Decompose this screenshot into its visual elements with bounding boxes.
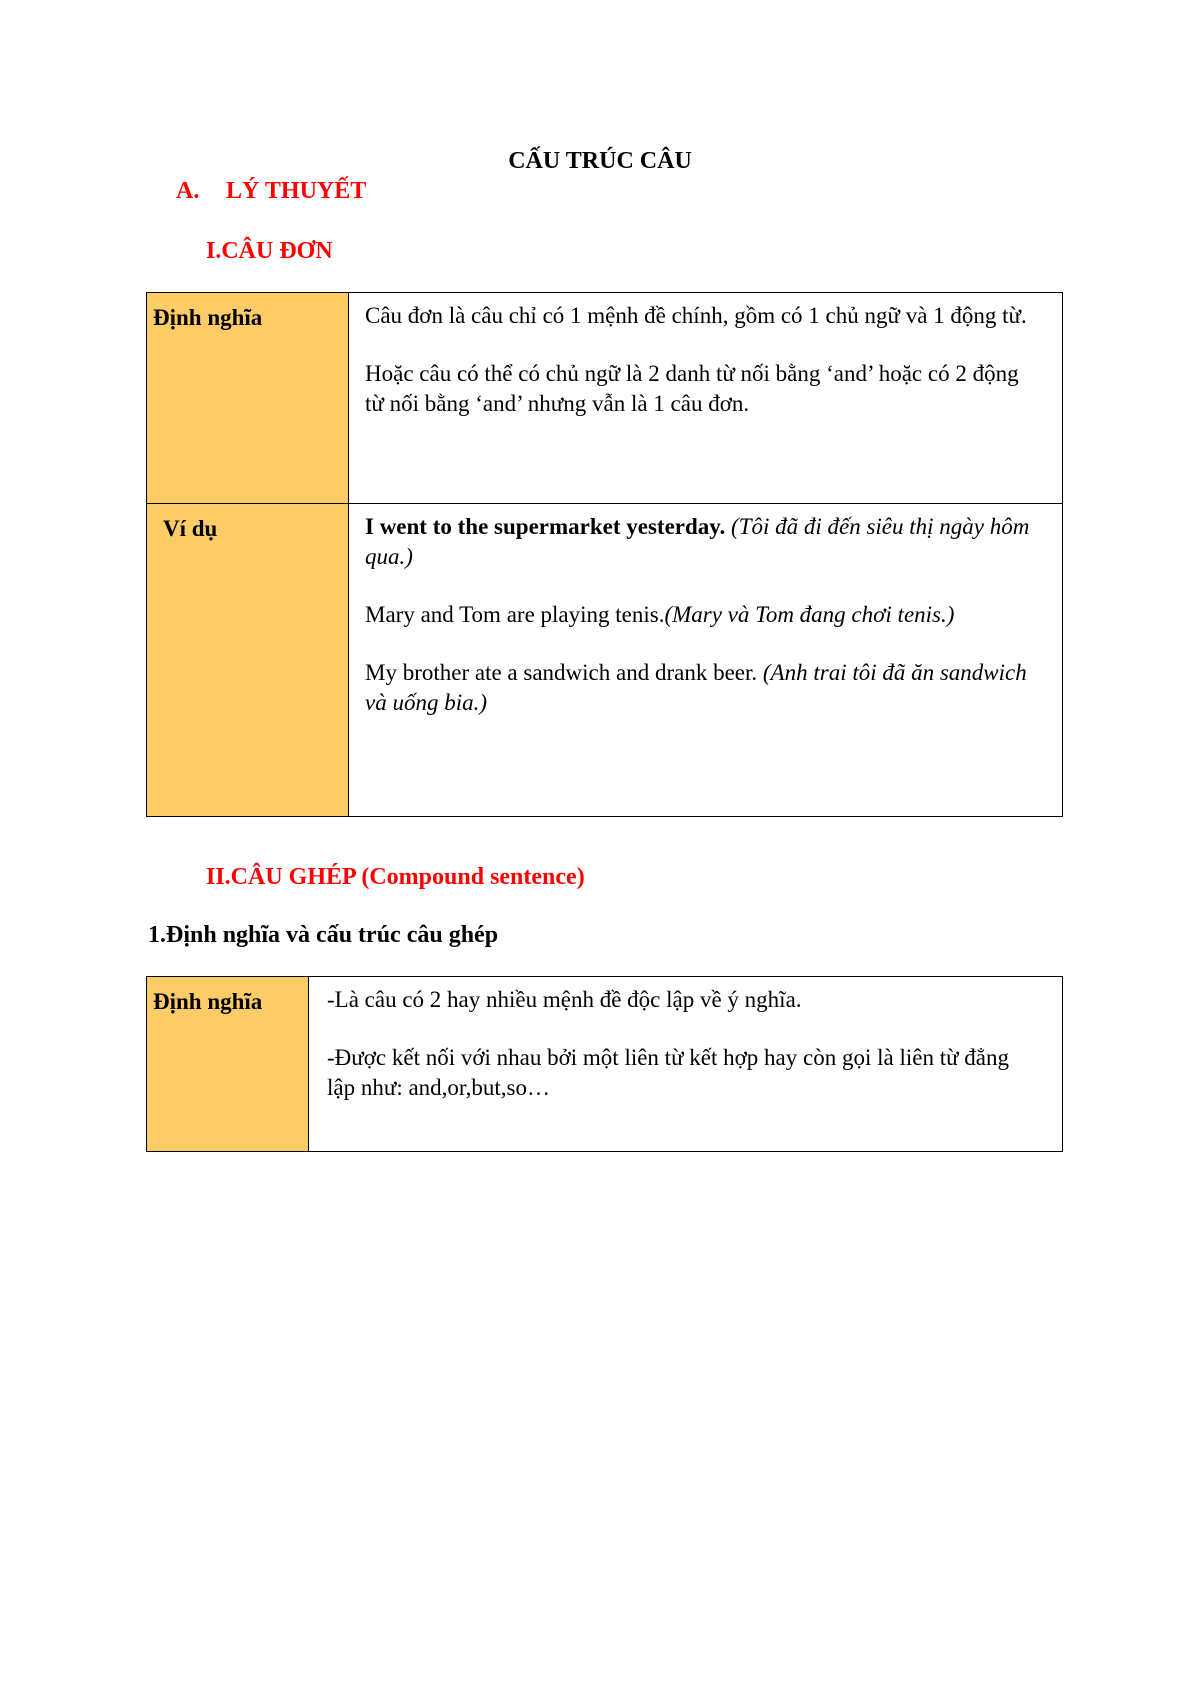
compound-definition-label: Định nghĩa xyxy=(153,989,263,1014)
definition-label-cell xyxy=(147,293,349,504)
section-a-heading xyxy=(176,178,366,205)
example-sentence: I went to the supermarket yesterday. xyxy=(365,514,726,539)
example-translation: (Mary và Tom đang chơi tenis.) xyxy=(664,602,955,627)
compound-sentence-table xyxy=(146,976,1063,1152)
section-a-letter: A. xyxy=(176,178,200,204)
definition-row xyxy=(147,293,1063,504)
example-translation: (Tôi đã đi đến siêu thị ngày hôm qua.) xyxy=(365,514,1030,569)
simple-sentence-table xyxy=(146,292,1063,817)
compound-definition-content-cell xyxy=(309,977,1063,1152)
example-sentence: My brother ate a sandwich and drank beer. xyxy=(365,660,758,685)
example-label-cell xyxy=(147,504,349,817)
compound-sentence-heading: II.CÂU GHÉP (Compound sentence) xyxy=(206,864,585,890)
example-content-cell xyxy=(349,504,1063,817)
example-row xyxy=(147,504,1063,817)
definition-paragraph: Hoặc câu có thể có chủ ngữ là 2 danh từ nối bằng ‘and’ hoặc có 2 động từ nối bằng ‘and’ nhưng vẫn là 1 câu đơn. xyxy=(365,361,1019,416)
example-item xyxy=(365,658,1042,718)
example-item xyxy=(365,512,1042,572)
compound-definition-label-cell xyxy=(147,977,309,1152)
definition-label: Định nghĩa xyxy=(153,305,263,330)
compound-definition-paragraph: -Là câu có 2 hay nhiều mệnh đề độc lập về ý nghĩa. xyxy=(327,987,802,1012)
section-a-title: LÝ THUYẾT xyxy=(226,178,367,204)
example-label: Ví dụ xyxy=(163,516,218,541)
example-translation: (Anh trai tôi đã ăn sandwich và uống bia.) xyxy=(365,660,1027,715)
example-item xyxy=(365,600,1042,630)
compound-definition-subheading: 1.Định nghĩa và cấu trúc câu ghép xyxy=(148,922,499,948)
compound-definition-row xyxy=(147,977,1063,1152)
definition-paragraph: Câu đơn là câu chỉ có 1 mệnh đề chính, gồm có 1 chủ ngữ và 1 động từ. xyxy=(365,303,1027,328)
simple-sentence-heading: I.CÂU ĐƠN xyxy=(206,238,333,264)
compound-definition-paragraph: -Được kết nối với nhau bởi một liên từ kết hợp hay còn gọi là liên từ đẳng lập như: and,or,but,so… xyxy=(327,1045,1010,1100)
example-sentence: Mary and Tom are playing tenis. xyxy=(365,602,665,627)
document-title: CẤU TRÚC CÂU xyxy=(508,148,692,174)
definition-content-cell xyxy=(349,293,1063,504)
